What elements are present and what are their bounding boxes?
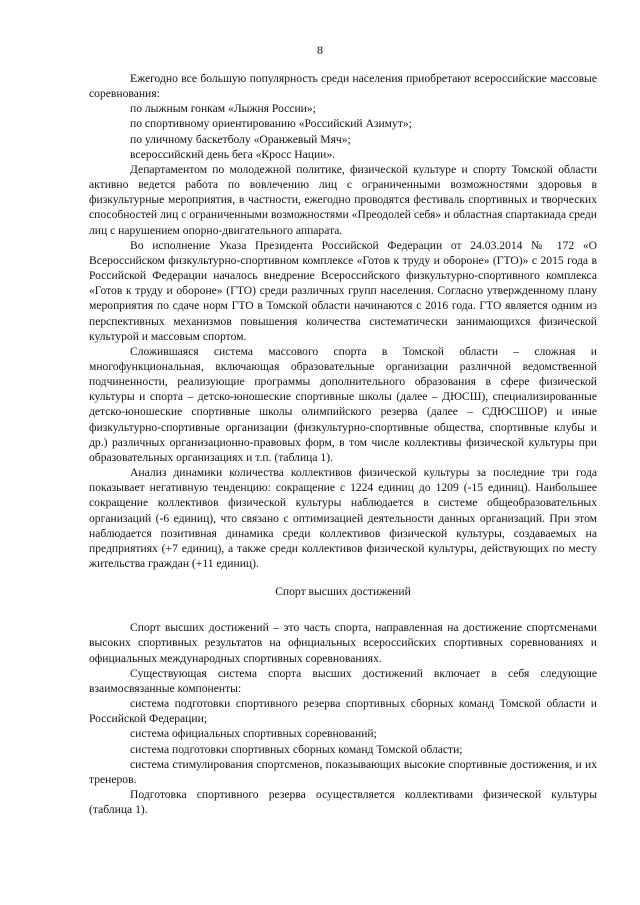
section-heading: Спорт высших достижений [275,585,411,599]
list-item: система подготовки спортивного резерва спортивных сборных команд Томской области и Российской Федерации; [89,697,597,726]
paragraph: Сложившаяся система массового спорта в Томской области – сложная и многофункциональная, включающая образовательные организации различной ведомственной подчиненности, реализующие программы дополнительного образования в сфере физической культуры и спорта – детско-юношеские спортивные школы (далее – ДЮСШ), специализированные детско-юношеские спортивные школы олимпийского резерва (далее – СДЮСШОР) и иные физкультурно-спортивные организации (физкультурно-спортивные общества, спортивные клубы и др.) различных организационно-правовых форм, в том числе коллективы физической культуры при образовательных организациях и т.п. (таблица 1). [89,344,597,464]
list-item: по лыжным гонкам «Лыжня России»; [130,102,316,116]
list-item: по спортивному ориентированию «Российский Азимут»; [130,117,412,131]
document-body [89,71,597,817]
page-number: 8 [317,43,323,57]
paragraph: Анализ динамики количества коллективов физической культуры за последние три года показывает негативную тенденцию: сокращение с 1224 единиц до 1209 (-15 единиц). Наибольшее сокращение коллективов физической культуры наблюдается в системе общеобразовательных организаций (-6 единиц), что связано с оптимизацией деятельности данных организаций. При этом наблюдается позитивная динамика среди коллективов физической культуры, создаваемых на предприятиях (+7 единиц), а также среди коллективов физической культуры, действующих по месту жительства граждан (+11 единиц). [89,466,597,570]
list-item: система стимулирования спортсменов, показывающих высокие спортивные достижения, и их тренеров. [89,757,597,786]
list-item: система официальных спортивных соревнований; [130,727,377,741]
paragraph: Существующая система спорта высших достижений включает в себя следующие взаимосвязанные компоненты: [89,666,597,695]
paragraph: Ежегодно все большую популярность среди населения приобретают всероссийские массовые соревнования: [89,72,597,101]
list-item: система подготовки спортивных сборных команд Томской области; [130,742,463,756]
paragraph: Спорт высших достижений – это часть спорта, направленная на достижение спортсменами высоких спортивных результатов на официальных всероссийских спортивных соревнованиях и официальных международных спортивных соревнованиях. [89,621,597,665]
paragraph: Департаментом по молодежной политике, физической культуре и спорту Томской области активно ведется работа по вовлечению лиц с ограниченными возможностями здоровья в физкультурные мероприятия, в частности, ежегодно проводятся фестиваль спортивных и творческих способностей лиц с ограниченными возможностями «Преодолей себя» и областная спартакиада среди лиц с нарушением опорно-двигательного аппарата. [89,162,597,237]
paragraph: Подготовка спортивного резерва осуществляется коллективами физической культуры (таблица 1). [89,788,597,817]
list-item: по уличному баскетболу «Оранжевый Мяч»; [130,132,351,146]
list-item: всероссийский день бега «Кросс Нации». [130,147,336,161]
paragraph: Во исполнение Указа Президента Российской Федерации от 24.03.2014 № 172 «О Всероссийском физкультурно-спортивном комплексе «Готов к труду и обороне» (ГТО)» с 2015 года в Российской Федерации началось внедрение Всероссийского физкультурно-спортивного комплекса «Готов к труду и обороне» (ГТО) среди различных групп населения. Согласно утвержденному плану мероприятия по сдаче норм ГТО в Томской области начинаются с 2016 года. ГТО является одним из перспективных механизмов повышения количества систематически занимающихся физической культурой и массовым спортом. [89,238,597,343]
